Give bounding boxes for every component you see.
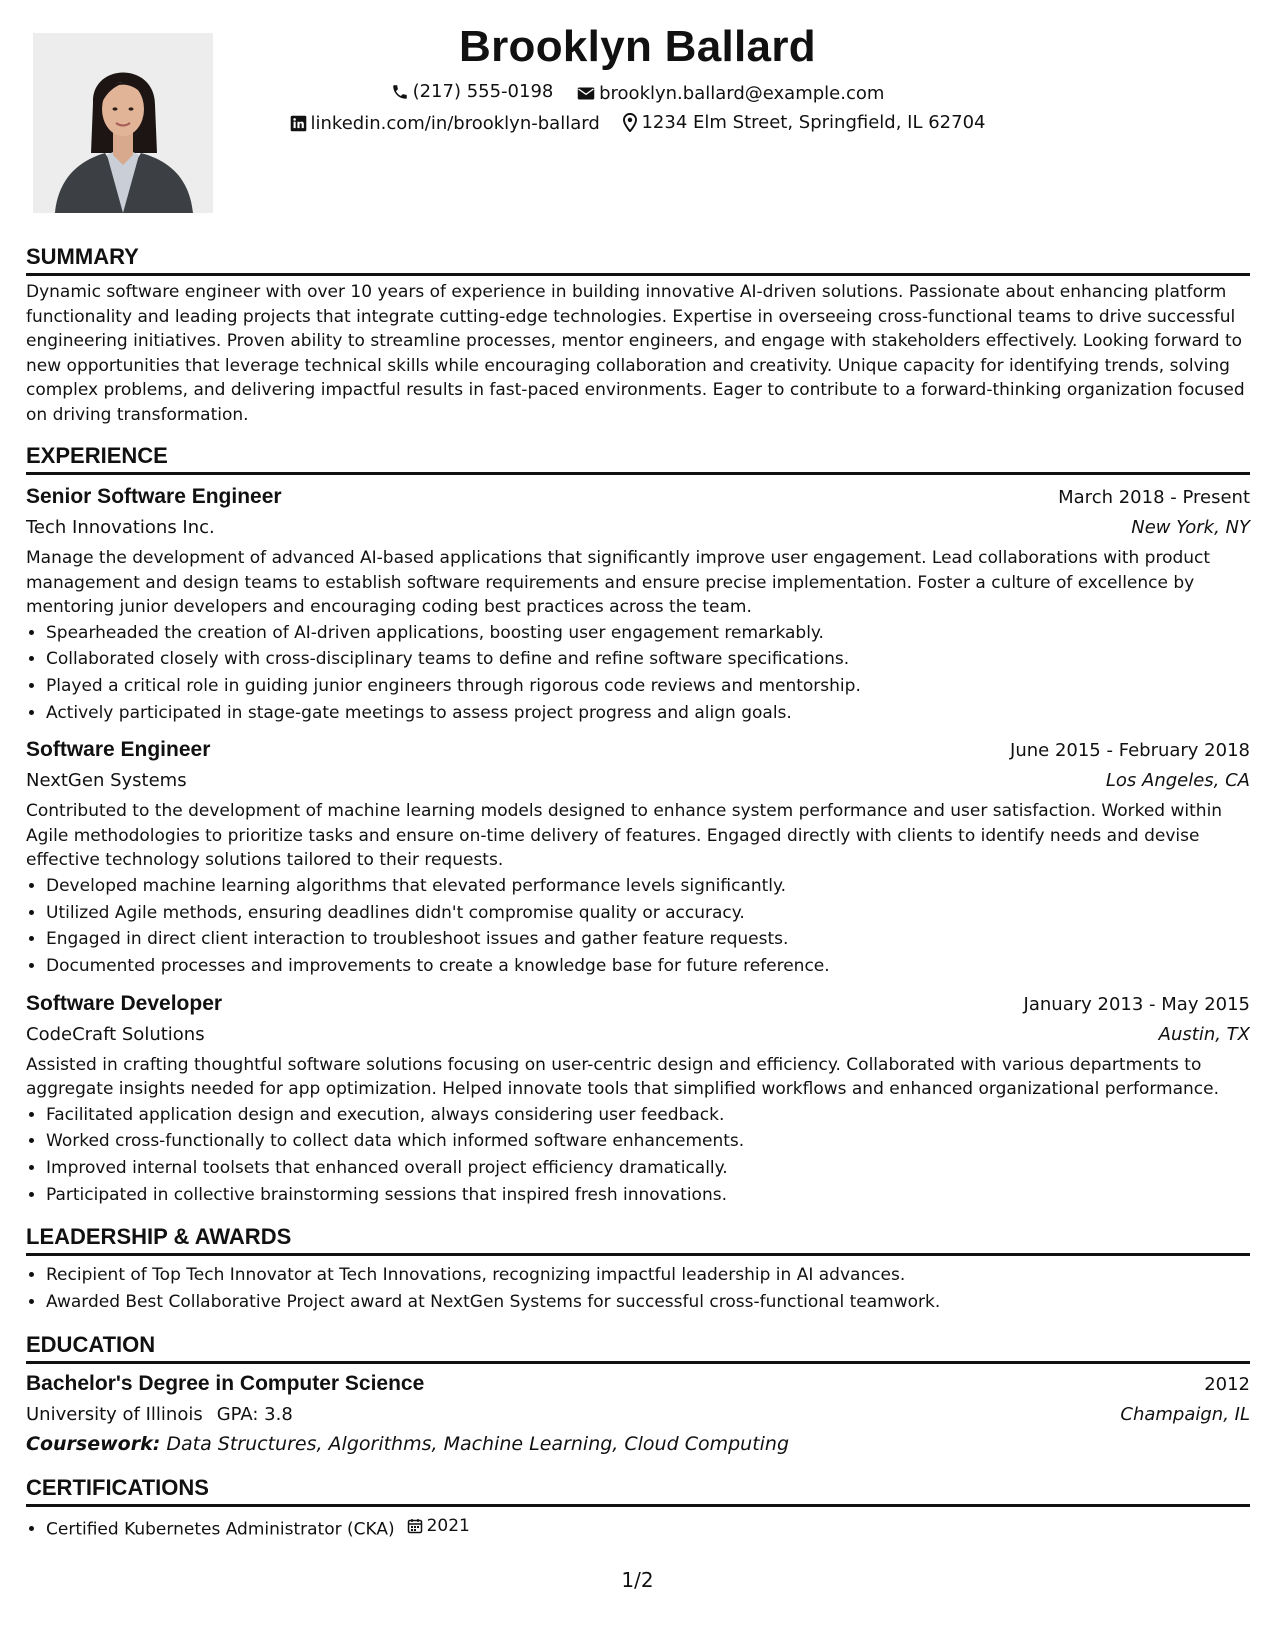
job-location: Los Angeles, CA [1105,770,1250,792]
certification-year: 2021 [426,1515,470,1536]
contact-row-primary [0,81,1275,106]
leadership-section [26,1224,1250,1315]
graduation-year: 2012 [1204,1373,1250,1395]
job-company: NextGen Systems [26,770,187,792]
envelope-icon [577,86,595,101]
email-text: brooklyn.ballard@example.com [599,82,885,104]
summary-text: Dynamic software engineer with over 10 years of experience in building innovative AI-driven solutions. Passionate about enhancing platform functionality and leading projects that integrate cutting-edge technologies. Expertise in overseeing cross-functional teams to drive successful engineering initiatives. Proven ability to streamline processes, mentor engineers, and engage with stakeholders effectively. Looking forward to new opportunities that leverage technical skills while encouraging collaboration and creativity. Unique capacity for identifying trends, solving complex problems, and delivering impactful results in fast-paced environments. Eager to contribute to a forward-thinking organization focused on driving transformation. [26,282,1245,425]
job-title: Software Developer [26,991,223,1015]
section-title-experience: EXPERIENCE [26,443,1250,475]
coursework-list: Data Structures, Algorithms, Machine Learning, Cloud Computing [166,1432,790,1455]
job-bullets [26,1102,1250,1209]
list-item: • Actively participated in stage-gate meetings to assess project progress and align goals. [46,700,1250,727]
section-title-leadership: LEADERSHIP & AWARDS [26,1224,1250,1256]
school-name: University of Illinois [26,1403,203,1425]
summary-section [26,244,1250,427]
job-dates: June 2015 - February 2018 [1010,740,1250,762]
section-title-summary: SUMMARY [26,244,1250,276]
school-info [26,1401,293,1429]
job-entry [26,734,1250,979]
list-item: • Participated in collective brainstorming sessions that inspired fresh innovations. [46,1182,1250,1209]
address-text: 1234 Elm Street, Springfield, IL 62704 [641,112,986,133]
certifications-list [26,1513,1250,1543]
page-number: 1/2 [621,1568,654,1592]
section-title-education: EDUCATION [26,1332,1250,1364]
leadership-list [26,1262,1250,1315]
list-item: • Improved internal toolsets that enhanced overall project efficiency dramatically. [46,1155,1250,1182]
list-item: • Played a critical role in guiding junior engineers through rigorous code reviews and mentorship. [46,673,1250,700]
certification-date [407,1513,470,1540]
phone-contact[interactable] [391,81,554,102]
experience-section [26,443,1250,1208]
email-contact[interactable] [577,83,884,104]
job-company: CodeCraft Solutions [26,1023,205,1045]
list-item: • Worked cross-functionally to collect data which informed software enhancements. [46,1128,1250,1155]
list-item: • Recipient of Top Tech Innovator at Tech Innovations, recognizing impactful leadership in AI advances. [46,1262,1250,1289]
job-description: Contributed to the development of machine learning models designed to enhance system performance and user satisfaction. Worked within Agile methodologies to prioritize tasks and ensure on-time delivery of features. Engaged directly with clients to identify needs and devise effective technology solutions tailored to their requests. [26,801,1223,871]
job-location: New York, NY [1131,517,1250,538]
coursework-line [26,1429,1250,1459]
list-item: • Collaborated closely with cross-disciplinary teams to define and refine software specifications. [46,646,1250,673]
job-company: Tech Innovations Inc. [26,517,215,538]
gpa-text: GPA: 3.8 [216,1403,293,1425]
section-title-certifications: CERTIFICATIONS [26,1475,1250,1507]
school-location: Champaign, IL [1120,1403,1250,1425]
list-item: • Spearheaded the creation of AI-driven applications, boosting user engagement remarkably. [46,620,1250,647]
job-entry [26,988,1250,1209]
job-entry [26,481,1250,726]
coursework-label: Coursework: [26,1432,161,1455]
linkedin-icon [290,115,307,132]
resume-header [0,0,1275,230]
job-description: Manage the development of advanced AI-based applications that significantly improve user engagement. Lead collaborations with product management and design teams to establish software requirements and ensure precise implementation. Foster a culture of excellence by mentoring junior developers and encouraging coding best practices across the team. [26,548,1211,617]
certifications-section [26,1475,1250,1543]
job-bullets [26,873,1250,980]
list-item [46,1513,1250,1543]
list-item: • Awarded Best Collaborative Project award at NextGen Systems for successful cross-functional teamwork. [46,1289,1250,1316]
degree-title: Bachelor's Degree in Computer Science [26,1371,425,1395]
phone-text: (217) 555-0198 [412,81,554,102]
job-location: Austin, TX [1158,1023,1250,1045]
job-bullets [26,620,1250,727]
education-section [26,1332,1250,1459]
certification-name: Certified Kubernetes Administrator (CKA) [46,1519,395,1540]
list-item: • Facilitated application design and execution, always considering user feedback. [46,1102,1250,1129]
list-item: • Developed machine learning algorithms that elevated performance levels significantly. [46,873,1250,900]
calendar-icon [407,1518,423,1534]
list-item: • Documented processes and improvements to create a knowledge base for future reference. [46,953,1250,980]
list-item: • Utilized Agile methods, ensuring deadlines didn't compromise quality or accuracy. [46,900,1250,927]
job-title: Software Engineer [26,738,211,762]
phone-icon [391,83,409,101]
linkedin-text: linkedin.com/in/brooklyn-ballard [310,113,600,134]
contact-row-secondary [0,112,1275,137]
list-item: • Engaged in direct client interaction to troubleshoot issues and gather feature requests. [46,926,1250,953]
job-description: Assisted in crafting thoughtful software solutions focusing on user-centric design and efficiency. Collaborated with various departments to aggregate insights needed for app optimization. Helped innovate tools that simplified workflows and enhanced organizational performance. [26,1054,1220,1100]
linkedin-contact[interactable] [290,113,600,134]
job-dates: March 2018 - Present [1058,487,1250,508]
job-dates: January 2013 - May 2015 [1023,993,1250,1015]
job-title: Senior Software Engineer [26,485,282,508]
map-pin-icon [623,113,637,132]
candidate-name: Brooklyn Ballard [459,22,816,71]
resume-body [26,244,1250,1559]
address-contact [623,112,985,133]
